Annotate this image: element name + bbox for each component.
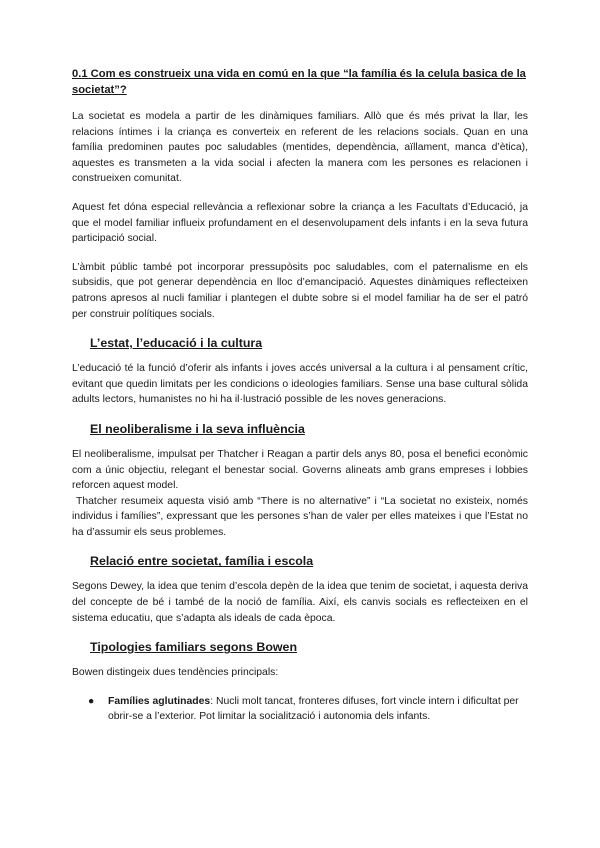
list-item: [72, 694, 528, 725]
intro-paragraph-1: La societat es modela a partir de les dinàmiques familiars. Allò que és més privat la llar, les relacions íntimes i la criança es converteix en referent de les relacions socials. Quan en una família predominen pautes poc saludables (mentides, dependència, aïllament, manca d’ètica), aquestes es transmeten a la vida social i afecten la manera com les persones es relacionen i construeixen comunitat.: [72, 111, 528, 185]
intro-paragraph-3: L’àmbit públic també pot incorporar pressupòsits poc saludables, com el paternalisme en els subsidis, que pot generar dependència en lloc d’emancipació. Aquestes dinàmiques reflecteixen patrons apresos al nucli familiar i plantegen el dubte sobre si el model familiar ha de ser el patró per construir polítiques socials.: [72, 261, 528, 320]
section-heading-estat: L’estat, l’educació i la cultura: [90, 336, 263, 351]
section-text-neoliberalisme-2: Thatcher resumeix aquesta visió amb “There is no alternative” i “La societat no existeix, només individus i famílies”, expressant que les persones s’han de valer per elles mateixes i que l’Estat no ha d’assumir els seus problemes.: [72, 495, 531, 538]
section-text-relacio: Segons Dewey, la idea que tenim d’escola depèn de la idea que tenim de societat, i aquesta deriva del concepte de bé i també de la noció de família. Així, els canvis socials es reflecteixen en el sistema educatiu, que s’adapta als ideals de cada època.: [72, 581, 528, 624]
intro-paragraph-2: Aquest fet dóna especial rellevància a reflexionar sobre la criança a les Facultats d’Educació, ja que el model familiar influeix profundament en el desenvolupament dels infants i en la seva futura participació social.: [72, 201, 528, 245]
bullet-text: : Nucli molt tancat, fronteres difuses, fort vincle intern i dificultat per obrir-se a l’exterior. Pot limitar la socialització i autonomia dels infants.: [108, 695, 519, 723]
bullet-term: Famílies aglutinades: [108, 695, 211, 707]
section-text-neoliberalisme: El neoliberalisme, impulsat per Thatcher i Reagan a partir dels anys 80, posa el benefici econòmic com a únic objectiu, relegant el benestar social. Governs alineats amb grans empreses i lobbies reforcen aquest model.: [72, 448, 528, 492]
document-title: 0.1 Com es construeix una vida en comú en la que “la família és la celula basica de la societat”?: [72, 68, 526, 96]
section-heading-neoliberalisme: El neoliberalisme i la seva influència: [90, 421, 305, 436]
bullet-marker: ●: [88, 695, 95, 707]
document-page: [72, 66, 531, 725]
bowen-bullet-list: [72, 694, 528, 725]
section-heading-bowen: Tipologies familiars segons Bowen: [90, 640, 298, 655]
section-text-estat: L’educació té la funció d’oferir als infants i joves accés universal a la cultura i al pensament crític, evitant que quedin limitats per les condicions o ideologies familiars. Sense una base cultural sòlida adults lectors, humanistes no hi ha il·lustració possible de les noves generacions.: [72, 363, 528, 406]
section-intro-bowen: Bowen distingeix dues tendències principals:: [72, 667, 279, 679]
section-heading-relacio: Relació entre societat, família i escola: [90, 554, 314, 569]
